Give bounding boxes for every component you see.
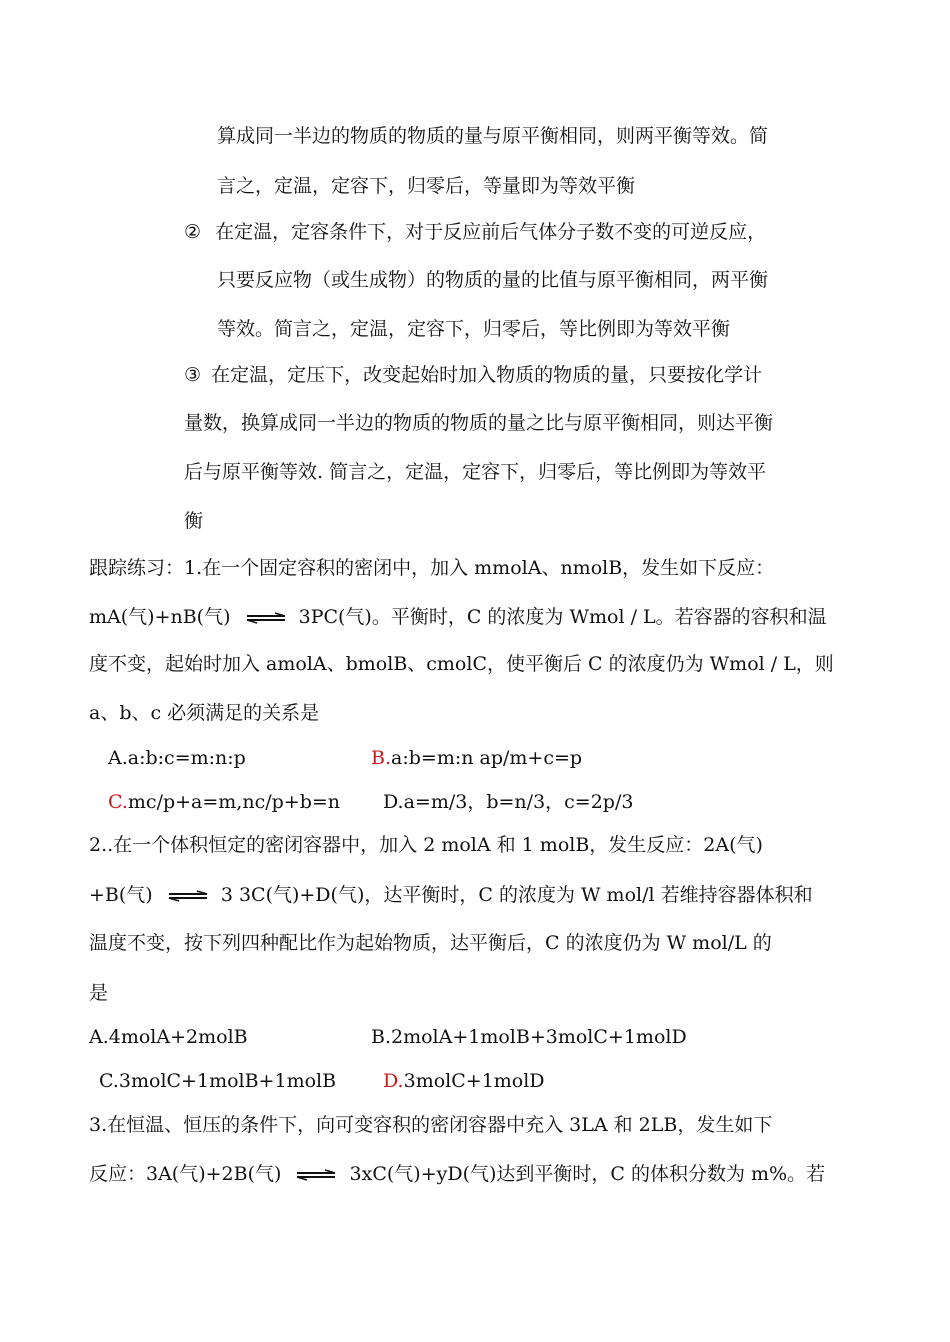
q1-option-b-text: a:b=m:n ap/m+c=p — [391, 747, 583, 769]
section2-line1 — [184, 219, 766, 245]
q1-line4: a、b、c 必须满足的关系是 — [89, 702, 320, 724]
q3-line2 — [89, 1161, 825, 1187]
q2-line3: 温度不变，按下列四种配比作为起始物质，达平衡后，C 的浓度仍为 W mol/L 的 — [89, 932, 772, 954]
section3-line4: 衡 — [184, 510, 204, 532]
q2-line2 — [89, 882, 813, 908]
q1-option-b — [371, 745, 582, 771]
section1-line2: 言之，定温，定容下，归零后，等量即为等效平衡 — [217, 175, 636, 197]
q2-option-d — [383, 1068, 545, 1094]
section1-line1: 算成同一半边的物质的物质的量与原平衡相同，则两平衡等效。简 — [217, 125, 769, 147]
q3-line1: 3.在恒温、恒压的条件下，向可变容积的密闭容器中充入 3LA 和 2LB，发生如下 — [89, 1114, 773, 1136]
q2-option-b: B.2molA+1molB+3molC+1molD — [371, 1026, 687, 1048]
section2-line3: 等效。简言之，定温，定容下，归零后，等比例即为等效平衡 — [217, 318, 731, 340]
section3-line1-text: 在定温，定压下，改变起始时加入物质的物质的量，只要按化学计 — [211, 364, 763, 386]
q1-option-a: A.a:b:c=m:n:p — [108, 747, 246, 769]
q1-line2-reactants: mA(气)+nB(气) — [89, 606, 231, 628]
section2-line2: 只要反应物（或生成物）的物质的量的比值与原平衡相同，两平衡 — [217, 269, 769, 291]
q2-option-d-text: 3molC+1molD — [403, 1070, 545, 1092]
q2-line4: 是 — [89, 982, 109, 1004]
q1-option-c — [108, 789, 340, 815]
section3-line3: 后与原平衡等效. 简言之，定温，定容下，归零后，等比例即为等效平 — [184, 461, 767, 483]
section3-line1 — [184, 362, 762, 388]
reversible-arrow-icon — [295, 1169, 337, 1181]
q3-line2-reactants: 反应：3A(气)+2B(气) — [89, 1163, 282, 1185]
q1-line2-products: 3PC(气)。平衡时，C 的浓度为 Wmol / L。若容器的容积和温 — [298, 606, 827, 628]
q1-line1: 跟踪练习：1.在一个固定容积的密闭中，加入 mmolA、nmolB，发生如下反应： — [89, 557, 775, 579]
q1-option-b-letter: B. — [371, 747, 392, 769]
section2-line1-text: 在定温，定容条件下，对于反应前后气体分子数不变的可逆反应， — [215, 221, 767, 243]
q2-line2-reactants: +B(气) — [89, 884, 153, 906]
q1-option-c-letter: C. — [108, 791, 128, 813]
q1-line3: 度不变，起始时加入 amolA、bmolB、cmolC，使平衡后 C 的浓度仍为 Wmol / L，则 — [89, 653, 834, 675]
circled-number-2: ② — [184, 221, 202, 243]
q3-line2-products: 3xC(气)+yD(气)达到平衡时，C 的体积分数为 m%。若 — [349, 1163, 826, 1185]
q2-option-c: C.3molC+1molB+1molB — [99, 1070, 337, 1092]
reversible-arrow-icon — [167, 890, 209, 902]
q1-option-d: D.a=m/3，b=n/3，c=2p/3 — [383, 791, 634, 813]
q2-option-d-letter: D. — [383, 1070, 404, 1092]
reversible-arrow-icon — [245, 612, 287, 624]
q2-line2-products: 3 3C(气)+D(气)，达平衡时，C 的浓度为 W mol/l 若维持容器体积和 — [220, 884, 813, 906]
q2-line1: 2..在一个体积恒定的密闭容器中，加入 2 molA 和 1 molB，发生反应：2A(气) — [89, 834, 763, 856]
q1-option-c-text: mc/p+a=m,nc/p+b=n — [127, 791, 341, 813]
q1-line2 — [89, 604, 827, 630]
q2-option-a: A.4molA+2molB — [89, 1026, 248, 1048]
section3-line2: 量数，换算成同一半边的物质的物质的量之比与原平衡相同，则达平衡 — [184, 412, 774, 434]
circled-number-3: ③ — [184, 364, 202, 386]
